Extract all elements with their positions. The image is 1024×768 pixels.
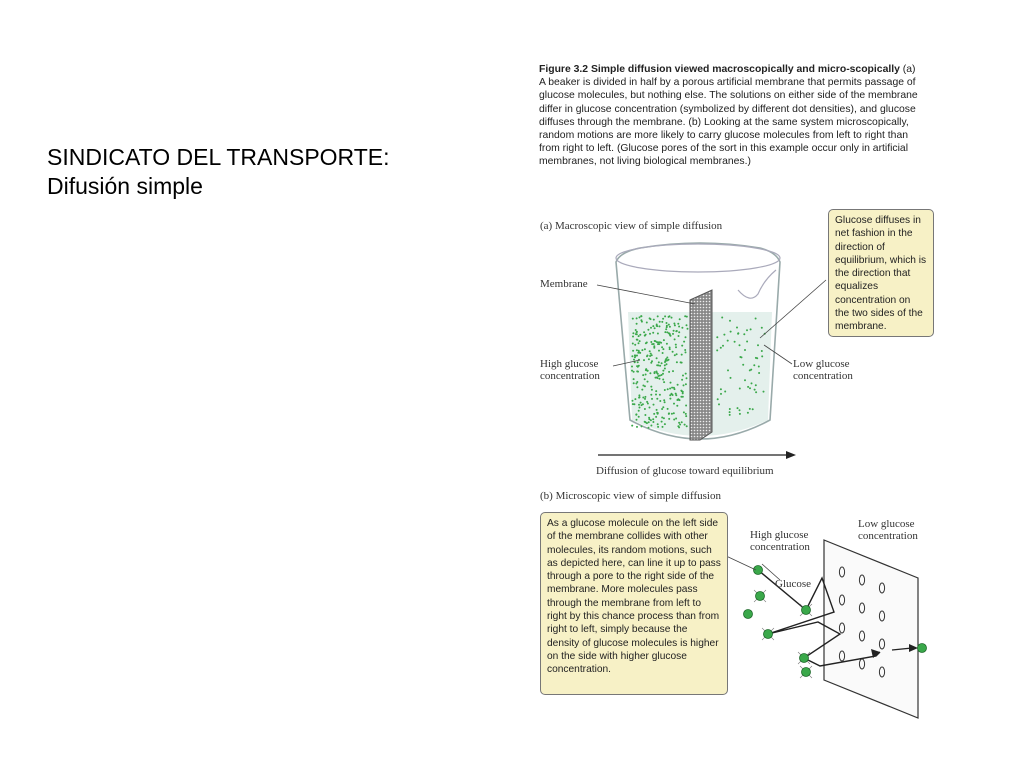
membrane-label: Membrane [540,278,588,290]
panel-a-heading: (a) Macroscopic view of simple diffusion [540,220,723,232]
caption-heading: Figure 3.2 Simple diffusion viewed macroscopically and micro-scopically [539,64,900,75]
high-glucose-label: High glucose concentration [540,358,600,382]
beaker-spout [738,270,776,298]
slide-title-line-1: SINDICATO DEL TRANSPORTE: [47,144,390,170]
collision-bursts [754,590,812,678]
callout-leader-a [760,280,826,338]
callout-leader-b [724,555,756,570]
caption-body: (a) A beaker is divided in half by a porous artificial membrane that permits passage of glucose molecules, but nothing else. The solutions on either side of the membrane differ in glucose concentration (symbolized by different dot densities), and glucose diffuses through the membrane. (b) Looking at the same system microscopically, random motions are more likely to carry glucose molecules from left to right than from right to left. (Glucose pores of the sort in this example occur only in artificial membranes, not living biological membranes.) [539,64,918,168]
diffusion-arrow-label: Diffusion of glucose toward equilibrium [596,465,774,477]
glucose-label: Glucose [775,578,812,590]
diffusion-arrow-head [786,451,796,459]
low-glucose-label: Low glucose concentration [793,358,853,382]
membrane-sheet [690,290,712,440]
membrane-leader [597,285,695,304]
panel-a-callout: Glucose diffuses in net fashion in the direction of equilibrium, which is the direction that equalizes concentration on the two sides of the membrane. [828,209,934,337]
beaker-rim [616,244,780,272]
micro-high-glucose-label: High glucose concentration [750,529,810,553]
slide-title-line-2: Difusión simple [47,173,203,199]
micro-low-glucose-label: Low glucose concentration [858,518,918,542]
panel-b-callout: As a glucose molecule on the left side of the membrane collides with other molecules, its random motions, such as depicted here, can line it up to pass through a pore to the right side of the membrane. More molecules pass through the membrane from left to right by this chance process than from right to left, simply because the density of glucose molecules is higher on the side with higher glucose concentration. [540,512,728,695]
panel-b-heading: (b) Microscopic view of simple diffusion [540,490,721,502]
microscopic-membrane [824,540,918,718]
